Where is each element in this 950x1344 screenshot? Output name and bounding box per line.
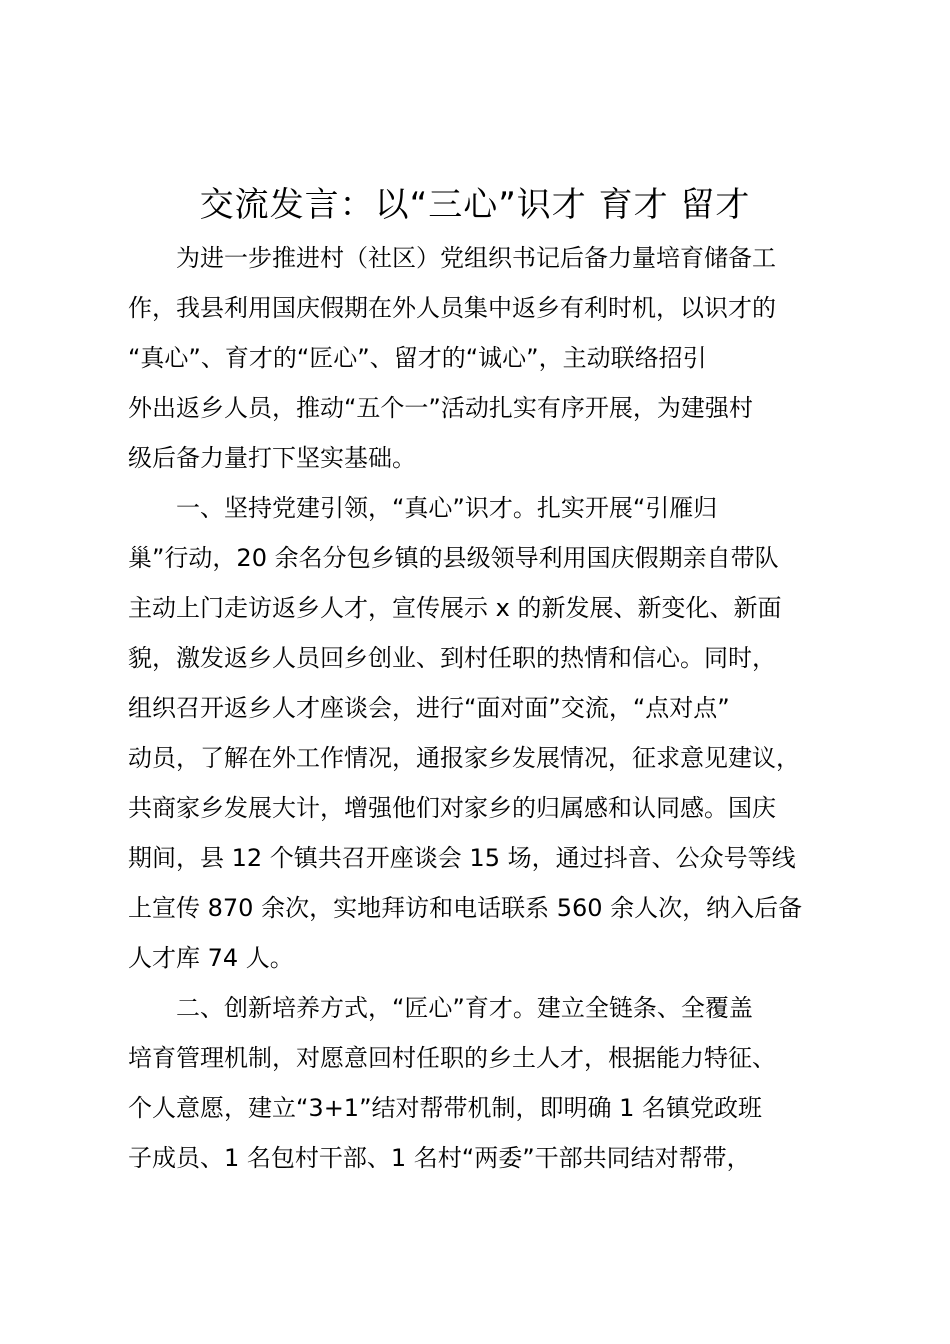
paragraph-line: 组织召开返乡人才座谈会，进行“面对面”交流，“点对点” xyxy=(128,694,730,722)
paragraph-line: 培育管理机制，对愿意回村任职的乡土人才，根据能力特征、 xyxy=(128,1044,776,1072)
paragraph-line: 上宣传 870 余次，实地拜访和电话联系 560 余人次，纳入后备 xyxy=(128,894,803,922)
paragraph-line: 外出返乡人员，推动“五个一”活动扎实有序开展，为建强村 xyxy=(128,394,753,422)
paragraph-line: 期间，县 12 个镇共召开座谈会 15 场，通过抖音、公众号等线 xyxy=(128,844,796,872)
paragraph-line: 作，我县利用国庆假期在外人员集中返乡有利时机，以识才的 xyxy=(128,294,776,322)
document-body xyxy=(128,233,868,1183)
paragraph-line: 人才库 74 人。 xyxy=(128,944,294,972)
paragraph-line: 一、坚持党建引领，“真心”识才。扎实开展“引雁归 xyxy=(176,494,718,522)
paragraph-line: 动员，了解在外工作情况，通报家乡发展情况，征求意见建议， xyxy=(128,744,800,772)
paragraph-line: 主动上门走访返乡人才，宣传展示 x 的新发展、新变化、新面 xyxy=(128,594,782,622)
paragraph-line: 级后备力量打下坚实基础。 xyxy=(128,444,416,472)
paragraph-line: 子成员、1 名包村干部、1 名村“两委”干部共同结对帮带， xyxy=(128,1144,751,1172)
paragraph-line: 共商家乡发展大计，增强他们对家乡的归属感和认同感。国庆 xyxy=(128,794,776,822)
paragraph-line: 巢”行动，20 余名分包乡镇的县级领导利用国庆假期亲自带队 xyxy=(128,544,779,572)
paragraph-line: 个人意愿，建立“3+1”结对帮带机制，即明确 1 名镇党政班 xyxy=(128,1094,763,1122)
paragraph-line: 二、创新培养方式，“匠心”育才。建立全链条、全覆盖 xyxy=(176,994,753,1022)
paragraph-line: 貌，激发返乡人员回乡创业、到村任职的热情和信心。同时， xyxy=(128,644,776,672)
paragraph-line: “真心”、育才的“匠心”、留才的“诚心”，主动联络招引 xyxy=(128,344,707,372)
paragraph-line: 为进一步推进村（社区）党组织书记后备力量培育储备工 xyxy=(176,244,776,272)
document-title: 交流发言：以“三心”识才 育才 留才 xyxy=(199,185,751,225)
